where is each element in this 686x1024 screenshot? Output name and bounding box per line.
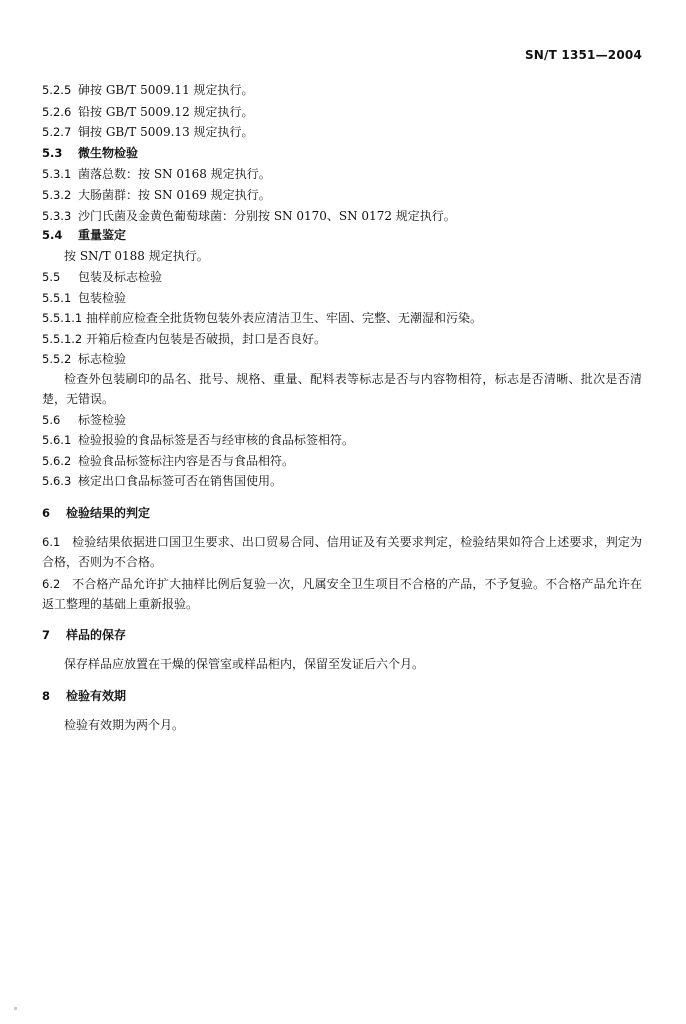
- clause-5-5-1-heading: [42, 290, 126, 306]
- clause-number: 5.6: [42, 413, 61, 427]
- clause-text: 检验报验的食品标签是否与经审核的食品标签相符。: [78, 433, 355, 447]
- clause-5-6-2: [42, 453, 294, 469]
- clause-number: 5.5.1: [42, 291, 72, 305]
- clause-5-3-1: [42, 166, 271, 182]
- clause-number: 5.5: [42, 270, 61, 284]
- clause-number: 5.4: [42, 228, 63, 242]
- clause-5-4-heading: [42, 227, 126, 243]
- clause-number: 5.6.3: [42, 474, 72, 488]
- clause-heading: 微生物检验: [78, 146, 139, 160]
- clause-5-3-heading: [42, 145, 138, 161]
- clause-5-5-2-heading: [42, 351, 126, 367]
- clause-5-4-text: 按 SN/T 0188 规定执行。: [64, 249, 209, 263]
- clause-5-2-7: [42, 124, 254, 140]
- clause-number: 5.3: [42, 146, 63, 160]
- clause-text: 开箱后检查内包装是否破损，封口是否良好。: [86, 332, 327, 346]
- clause-5-6-3: [42, 473, 282, 489]
- clause-text: 菌落总数：按 SN 0168 规定执行。: [78, 167, 271, 181]
- clause-text: 不合格产品允许扩大抽样比例后复验一次，凡属安全卫生项目不合格的产品，不予复验。不合格产品允许在返工整理的基础上重新报验。: [42, 577, 642, 611]
- clause-number: 5.3.1: [42, 167, 72, 181]
- clause-5-5-heading: [42, 269, 162, 285]
- clause-number: 5.3.3: [42, 209, 72, 223]
- clause-5-3-2: [42, 187, 271, 203]
- clause-5-5-1-2: [42, 331, 326, 347]
- standard-code: SN/T 1351—2004: [524, 48, 642, 62]
- clause-number: 5.2.7: [42, 125, 72, 139]
- clause-5-2-5: [42, 82, 254, 98]
- section-number: 8: [42, 689, 51, 703]
- clause-5-6-heading: [42, 412, 126, 428]
- clause-text: 铜按 GB/T 5009.13 规定执行。: [78, 125, 254, 139]
- scan-speck: [14, 1007, 17, 1010]
- clause-heading: 标志检验: [78, 352, 127, 366]
- clause-number: 6.2: [42, 577, 61, 591]
- clause-text: 抽样前应检查全批货物包装外表应清洁卫生、牢固、完整、无潮湿和污染。: [86, 311, 483, 325]
- clause-number: 5.3.2: [42, 188, 72, 202]
- section-8-paragraph: 检验有效期为两个月。: [64, 718, 185, 732]
- clause-number: 5.2.6: [42, 105, 72, 119]
- clause-5-3-3: [42, 208, 456, 224]
- clause-number: 5.5.1.1: [42, 311, 83, 325]
- section-6-heading: [42, 505, 150, 521]
- section-7-heading: [42, 627, 126, 643]
- section-number: 7: [42, 628, 51, 642]
- section-7-paragraph: 保存样品应放置在干燥的保管室或样品柜内，保留至发证后六个月。: [64, 657, 425, 671]
- clause-number: 5.6.2: [42, 454, 72, 468]
- clause-text: 检验食品标签标注内容是否与食品相符。: [78, 454, 295, 468]
- clause-text: 沙门氏菌及金黄色葡萄球菌：分别按 SN 0170、SN 0172 规定执行。: [78, 209, 456, 223]
- section-number: 6: [42, 506, 51, 520]
- section-heading: 检验结果的判定: [66, 506, 151, 520]
- clause-5-5-2-paragraph: 检查外包装刷印的品名、批号、规格、重量、配料表等标志是否与内容物相符，标志是否清晰、批次是否清楚，无错误。: [42, 372, 642, 406]
- clause-5-5-1-1: [42, 310, 482, 326]
- clause-text: 大肠菌群：按 SN 0169 规定执行。: [78, 188, 271, 202]
- clause-number: 6.1: [42, 535, 61, 549]
- clause-heading: 标签检验: [78, 413, 127, 427]
- clause-text: 砷按 GB/T 5009.11 规定执行。: [78, 83, 254, 97]
- section-heading: 检验有效期: [66, 689, 127, 703]
- clause-number: 5.5.1.2: [42, 332, 83, 346]
- clause-6-2: [42, 574, 642, 614]
- clause-5-2-6: [42, 104, 254, 120]
- clause-heading: 包装及标志检验: [78, 270, 163, 284]
- clause-text: 核定出口食品标签可否在销售国使用。: [78, 474, 283, 488]
- clause-number: 5.5.2: [42, 352, 72, 366]
- clause-text: 铅按 GB/T 5009.12 规定执行。: [78, 105, 254, 119]
- clause-text: 检验结果依据进口国卫生要求、出口贸易合同、信用证及有关要求判定，检验结果如符合上述要求，判定为合格，否则为不合格。: [42, 535, 642, 569]
- section-heading: 样品的保存: [66, 628, 127, 642]
- section-8-heading: [42, 688, 126, 704]
- clause-number: 5.2.5: [42, 83, 72, 97]
- clause-6-1: [42, 532, 642, 572]
- clause-heading: 重量鉴定: [78, 228, 127, 242]
- clause-number: 5.6.1: [42, 433, 72, 447]
- clause-5-6-1: [42, 432, 354, 448]
- clause-heading: 包装检验: [78, 291, 127, 305]
